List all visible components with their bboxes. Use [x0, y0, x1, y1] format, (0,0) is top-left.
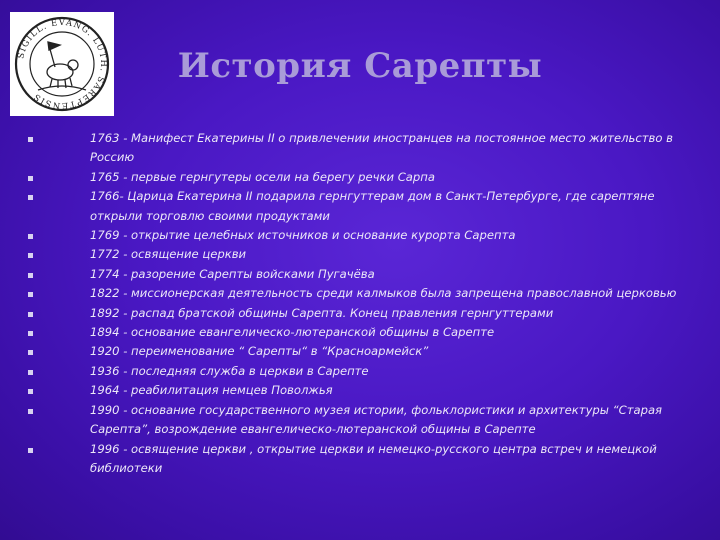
list-item-text: 1894 - основание евангелическо-лютеранской общины в Сарепте — [90, 325, 495, 340]
list-item — [28, 440, 688, 479]
bullet-icon — [28, 234, 33, 239]
bullet-icon — [28, 137, 33, 142]
bullet-icon — [28, 273, 33, 278]
bullet-icon — [28, 176, 33, 181]
list-item-text: 1964 - реабилитация немцев Поволжья — [90, 383, 333, 398]
list-item — [28, 265, 688, 284]
page-title: История Сарепты — [177, 46, 543, 86]
list-item-text: 1920 - переименование “ Сарепты“ в “Красноармейск” — [90, 344, 429, 359]
list-item-text: 1774 - разорение Сарепты войсками Пугачёва — [90, 266, 375, 281]
list-item — [28, 284, 688, 303]
list-item — [28, 304, 688, 323]
list-item-text: 1990 - основание государственного музея истории, фольклористики и архитектуры “Старая Сарепта”, возрождение евангелическо-лютеранской общины в Сарепте — [90, 402, 663, 437]
bullet-icon — [28, 331, 33, 336]
timeline-list — [28, 129, 688, 478]
list-item-text: 1892 - распад братской общины Сарепта. Конец правления гернгуттерами — [90, 305, 554, 320]
list-item-text: 1766- Царица Екатерина II подарила гернгуттерам дом в Санкт-Петербурге, где сарептяне открыли торговлю своими продуктами — [90, 189, 655, 223]
bullet-icon — [28, 292, 33, 297]
bullet-icon — [28, 350, 33, 355]
bullet-icon — [28, 253, 33, 258]
list-item — [28, 381, 688, 400]
list-item — [28, 342, 688, 361]
list-item — [28, 168, 688, 187]
bullet-icon — [28, 370, 33, 375]
list-item — [28, 362, 688, 381]
list-item — [28, 323, 688, 342]
bullet-icon — [28, 195, 33, 200]
list-item-text: 1936 - последняя служба в церкви в Сарепте — [90, 363, 369, 378]
list-item-text: 1765 - первые гернгутеры осели на берегу речки Сарпа — [90, 169, 435, 184]
list-item — [28, 187, 688, 226]
bullet-icon — [28, 389, 33, 394]
list-item — [28, 401, 688, 440]
list-item-text: 1822 - миссионерская деятельность среди калмыков была запрещена православной церковью — [90, 286, 677, 301]
list-item-text: 1772 - освящение церкви — [90, 247, 247, 262]
list-item-text: 1763 - Манифест Екатерины II о привлечении иностранцев на постоянное место жительство в Россию — [90, 131, 673, 165]
seal-text: SIGILL. EVANG. LUTH. SAREPTENSIS — [16, 17, 109, 111]
list-item-text: 1996 - освящение церкви , открытие церкви и немецко-русского центра встреч и немецкой библиотеки — [90, 441, 657, 475]
bullet-icon — [28, 312, 33, 317]
list-item — [28, 129, 688, 168]
list-item — [28, 226, 688, 245]
bullet-icon — [28, 409, 33, 414]
bullet-icon — [28, 448, 33, 453]
list-item — [28, 245, 688, 264]
list-item-text: 1769 - открытие целебных источников и основание курорта Сарепта — [90, 228, 516, 243]
